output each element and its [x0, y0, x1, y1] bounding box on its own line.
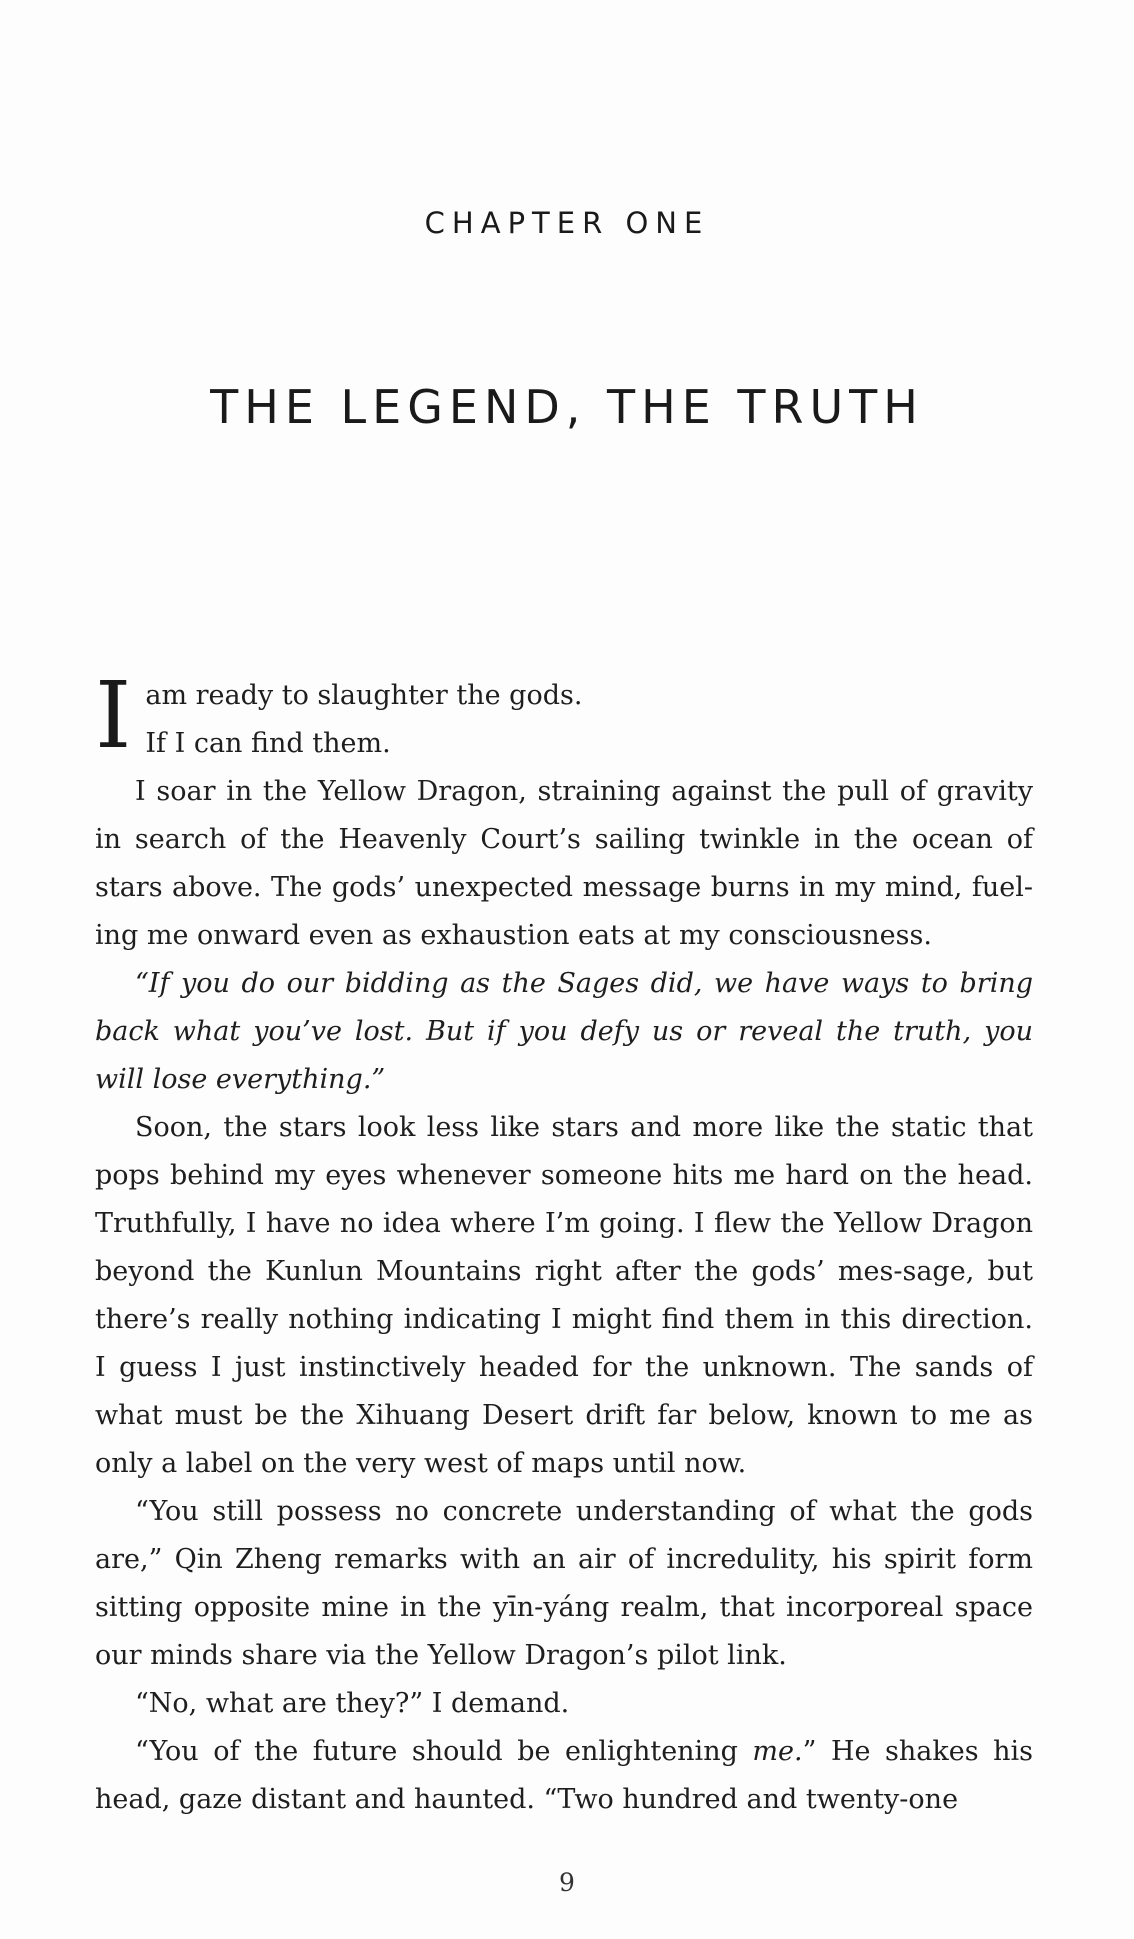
page-number: 9: [559, 1868, 575, 1897]
drop-cap: I: [95, 662, 132, 769]
opening-line: am ready to slaughter the gods.: [145, 680, 583, 711]
chapter-label: CHAPTER ONE: [424, 206, 710, 240]
paragraph: “You still possess no concrete understanding of what the gods are,” Qin Zheng remarks with an air of incredulity, his spirit form sitting opposite mine in the yīn-yáng realm, that incorporeal space our minds share via the Yellow Dragon’s pilot link.: [95, 1496, 1033, 1671]
paragraph: Soon, the stars look less like stars and more like the static that pops behind my eyes whenever someone hits me hard on the head. Truthfully, I have no idea where I’m going. I flew the Yellow Dragon beyond the Kunlun Mountains right after the gods’ mes-sage, but there’s really nothing indicating I might find them in this direction. I guess I just instinctively headed for the unknown. The sands of what must be the Xihuang Desert drift far below, known to me as only a label on the very west of maps until now.: [95, 1112, 1033, 1479]
chapter-title: THE LEGEND, THE TRUTH: [210, 380, 924, 434]
italic-emphasis: me.: [752, 1736, 803, 1767]
paragraph-text: ” He shakes his head, gaze distant and haunted. “Two hundred and twenty-one: [95, 1736, 1033, 1815]
paragraph: “No, what are they?” I demand.: [135, 1688, 570, 1719]
italic-quote-paragraph: “If you do our bidding as the Sages did, we have ways to bring back what you’ve lost. But if you defy us or reveal the truth, you will lose everything.”: [95, 968, 1033, 1095]
paragraph: I soar in the Yellow Dragon, straining against the pull of gravity in search of the Heavenly Court’s sailing twinkle in the ocean of stars above. The gods’ unexpected message burns in my mind, fuel-ing me onward even as exhaustion eats at my consciousness.: [95, 776, 1033, 951]
opening-second-line: If I can find them.: [145, 728, 391, 759]
chapter-body: [95, 662, 1033, 1824]
paragraph-text: “You of the future should be enlightening: [135, 1736, 753, 1767]
paragraph: [95, 1728, 1033, 1824]
opening-paragraph: [95, 662, 1033, 769]
